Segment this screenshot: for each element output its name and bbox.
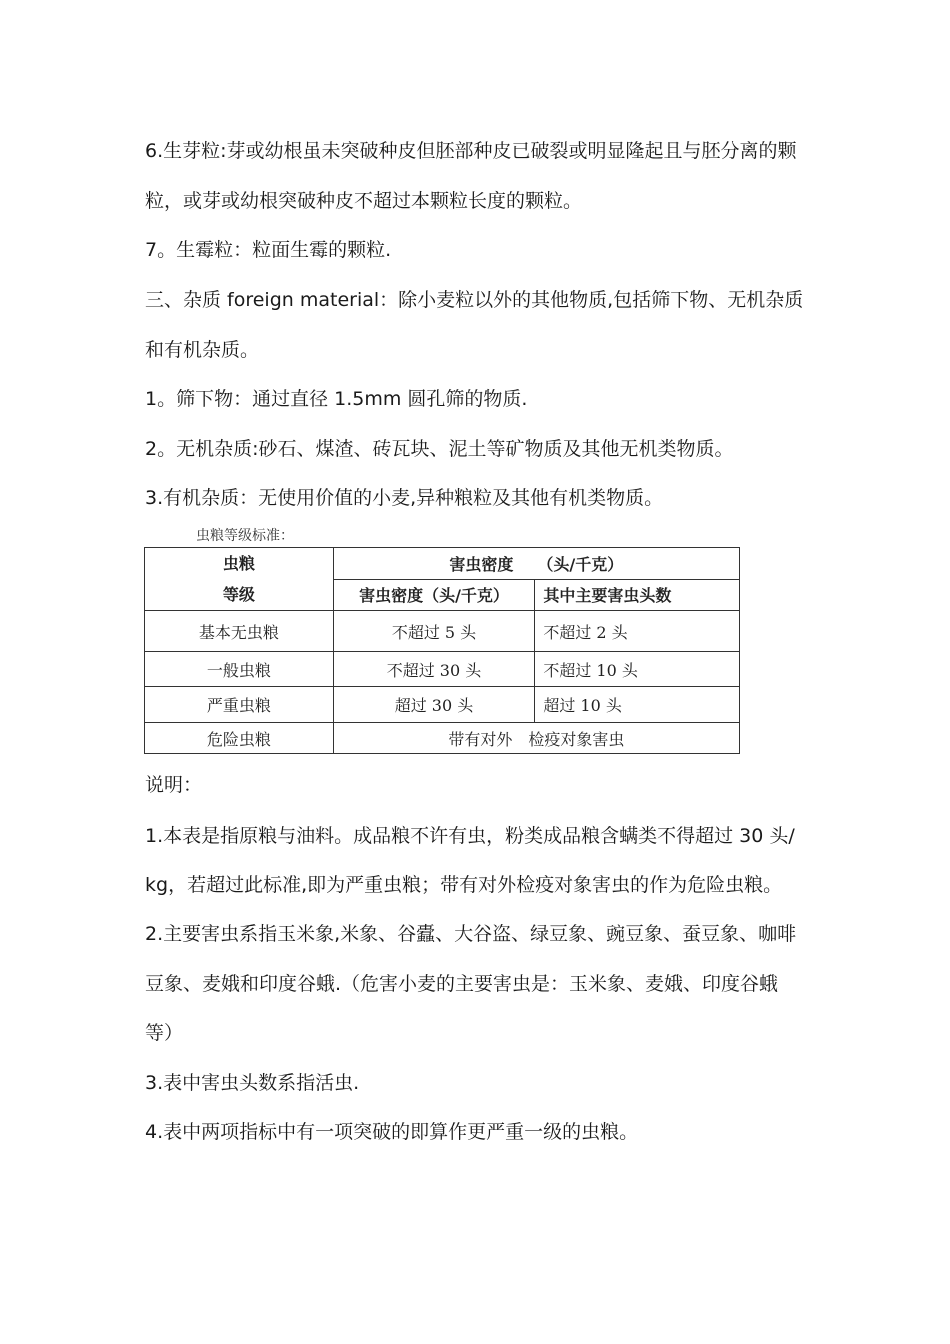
table-header-row [145, 548, 740, 580]
cell-grade: 一般虫粮 [145, 652, 334, 687]
table-row [145, 687, 740, 723]
cell-main-pests: 不超过 10 头 [535, 652, 740, 687]
text-line: 3.表中害虫头数系指活虫. [145, 1072, 360, 1094]
cell-danger-desc: 带有对外 检疫对象害虫 [333, 723, 739, 754]
text-line: 1.本表是指原粮与油料。成品粮不许有虫，粉类成品粮含螨类不得超过 30 头/ [145, 825, 795, 847]
subheader-main-pests: 其中主要害虫头数 [535, 579, 740, 611]
cell-density: 不超过 30 头 [333, 652, 535, 687]
text-line: 6.生芽粒:芽或幼根虽未突破种皮但胚部种皮已破裂或明显隆起且与胚分离的颗 [145, 140, 797, 162]
cell-main-pests: 超过 10 头 [535, 687, 740, 723]
cell-grade: 危险虫粮 [145, 723, 334, 754]
table-row [145, 652, 740, 687]
header-grade-line2: 等级 [222, 585, 255, 604]
table-caption: 虫粮等级标准： [196, 528, 294, 544]
text-line: 2.主要害虫系指玉米象,米象、谷蠹、大谷盗、绿豆象、豌豆象、蚕豆象、咖啡 [145, 923, 797, 945]
text-line: 4.表中两项指标中有一项突破的即算作更严重一级的虫粮。 [145, 1121, 639, 1143]
cell-grade: 基本无虫粮 [145, 611, 334, 652]
subheader-density: 害虫密度（头/千克） [333, 579, 535, 611]
pest-grade-table [144, 547, 740, 754]
header-density: 害虫密度 （头/千克） [333, 548, 739, 580]
text-line: 说明： [145, 774, 203, 796]
text-line: 2。无机杂质:砂石、煤渣、砖瓦块、泥土等矿物质及其他无机类物质。 [145, 438, 734, 460]
cell-main-pests: 不超过 2 头 [535, 611, 740, 652]
text-line: 7。生霉粒：粒面生霉的颗粒. [145, 239, 392, 261]
text-line: 1。筛下物：通过直径 1.5mm 圆孔筛的物质. [145, 388, 528, 410]
text-line: kg，若超过此标准,即为严重虫粮；带有对外检疫对象害虫的作为危险虫粮。 [145, 874, 783, 896]
cell-density: 不超过 5 头 [333, 611, 535, 652]
text-line: 等） [145, 1022, 184, 1044]
table-row [145, 723, 740, 754]
text-line: 3.有机杂质：无使用价值的小麦,异种粮粒及其他有机类物质。 [145, 487, 664, 509]
text-line: 粒，或芽或幼根突破种皮不超过本颗粒长度的颗粒。 [145, 190, 583, 212]
text-line: 豆象、麦娥和印度谷蛾.（危害小麦的主要害虫是：玉米象、麦娥、印度谷蛾 [145, 973, 779, 995]
cell-grade: 严重虫粮 [145, 687, 334, 723]
text-line: 三、杂质 foreign material：除小麦粒以外的其他物质,包括筛下物、无机杂质 [145, 289, 804, 311]
table-row [145, 611, 740, 652]
header-grade-line1: 虫粮 [222, 554, 255, 573]
text-line: 和有机杂质。 [145, 339, 260, 361]
header-grade [145, 548, 334, 611]
cell-density: 超过 30 头 [333, 687, 535, 723]
